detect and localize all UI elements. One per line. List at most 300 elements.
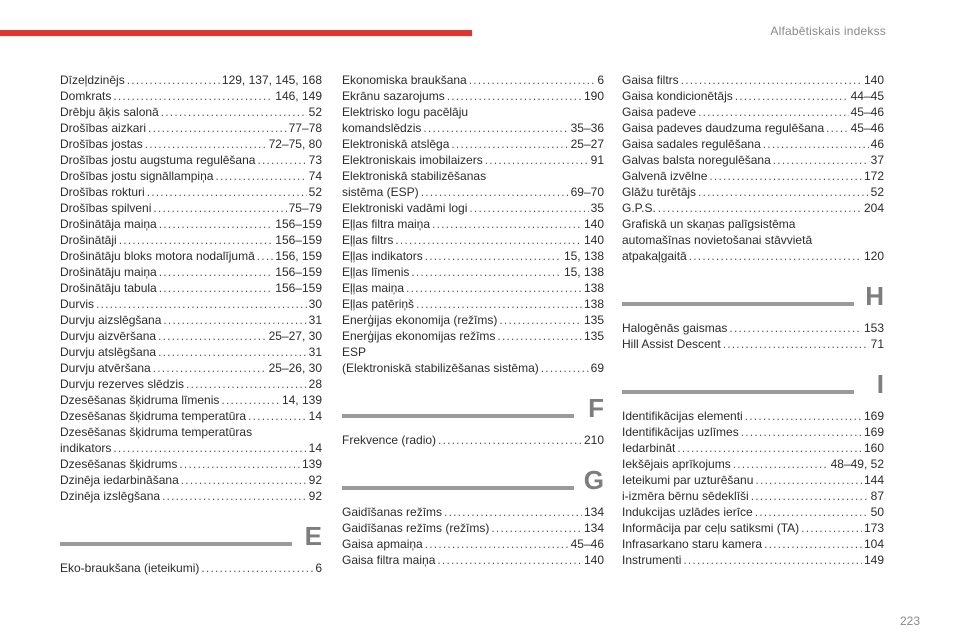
index-entry-term: Gaisa apmaiņa — [342, 537, 423, 551]
index-entry-pages: 69 — [590, 361, 604, 375]
index-entry-pages: 135 — [583, 313, 604, 327]
index-entry[interactable] — [342, 72, 604, 88]
index-entry-term: Drošības jostu augstuma regulēšana — [60, 153, 256, 167]
index-entry-term: Galvas balsta noregulēšana — [622, 153, 771, 167]
index-entry-line — [622, 88, 884, 104]
index-entry[interactable] — [60, 560, 322, 576]
index-entry-term: Elektroniski vadāmi logi — [342, 201, 468, 215]
index-entry-term: Durvis — [60, 297, 95, 311]
dot-leader — [451, 136, 568, 152]
index-entry-pages: 140 — [863, 73, 884, 87]
index-entry-pages: 45–46 — [850, 105, 884, 119]
index-entry-line — [60, 120, 322, 136]
index-entry-pages: 14 — [308, 409, 322, 423]
index-entry-pages: 190 — [583, 89, 604, 103]
index-entry[interactable] — [342, 280, 604, 296]
dot-leader — [741, 424, 862, 440]
index-entry[interactable] — [60, 200, 322, 216]
index-entry-line — [342, 168, 604, 184]
dot-leader — [221, 392, 280, 408]
index-entry-line — [60, 136, 322, 152]
index-entry[interactable] — [60, 184, 322, 200]
index-entry[interactable] — [60, 376, 322, 392]
index-entry[interactable] — [60, 344, 322, 360]
index-entry-pages: 92 — [308, 489, 322, 503]
index-entry-term: Drošinātāju maiņa — [60, 265, 157, 279]
index-entry-term: Iekšējais aprīkojums — [622, 457, 731, 471]
index-entry-line — [342, 536, 604, 552]
index-entry-term: Eļļas maiņa — [342, 281, 405, 295]
dot-leader — [755, 472, 862, 488]
index-entry-pages: 172 — [863, 169, 884, 183]
index-entry-line — [60, 296, 322, 312]
index-entry[interactable] — [622, 168, 884, 184]
index-entry-term: Hill Assist Descent — [622, 337, 721, 351]
index-entry-line — [342, 264, 604, 280]
index-entry-term: G.P.S. — [622, 201, 656, 215]
index-entry-line — [622, 472, 884, 488]
index-entry-pages: 140 — [583, 233, 604, 247]
index-entry-pages: 169 — [863, 425, 884, 439]
header-accent-bar — [0, 30, 472, 36]
index-entry-pages: 52 — [870, 185, 884, 199]
index-entry-term: Drošinātāju bloks motora nodalījumā — [60, 249, 255, 263]
index-entry[interactable] — [342, 88, 604, 104]
index-entry-term: Drēbju āķis salonā — [60, 105, 159, 119]
index-entry-term: komandslēdzis — [342, 121, 422, 135]
index-entry-term: Elektroniskais imobilaizers — [342, 153, 483, 167]
index-entry-term: Eļļas indikators — [342, 249, 423, 263]
index-entry-line — [60, 232, 322, 248]
index-entry[interactable] — [622, 136, 884, 152]
index-entry-term: Identifikācijas elementi — [622, 409, 743, 423]
index-entry-line — [622, 520, 884, 536]
dot-leader — [485, 152, 589, 168]
index-entry-line — [622, 120, 884, 136]
section-letter: H — [865, 281, 884, 311]
index-entry-term: Ekonomiska braukšana — [342, 73, 467, 87]
index-entry-pages: 129, 137, 145, 168 — [221, 73, 322, 87]
dot-leader — [148, 120, 287, 136]
index-entry-line — [622, 200, 884, 216]
index-entry-term: Dzesēšanas šķidrums — [60, 457, 178, 471]
index-entry-term: Eļļas filtrs — [342, 233, 394, 247]
index-entry-line — [342, 280, 604, 296]
dot-leader — [745, 408, 862, 424]
index-entry[interactable] — [622, 200, 884, 216]
index-entry-pages: 30 — [308, 297, 322, 311]
index-entry-line — [342, 120, 604, 136]
dot-leader — [147, 184, 307, 200]
index-entry-pages: 6 — [315, 561, 322, 575]
index-entry-line — [622, 408, 884, 424]
section-letter: I — [876, 369, 884, 399]
index-entry-term: Durvju atslēgšana — [60, 345, 157, 359]
index-entry[interactable] — [60, 312, 322, 328]
index-entry-pages: 74 — [308, 169, 322, 183]
index-entry-line — [60, 104, 322, 120]
index-entry-line — [60, 328, 322, 344]
index-entry-pages: 52 — [308, 105, 322, 119]
index-entry-term: Drošības jostas — [60, 137, 143, 151]
index-entry-pages: 50 — [870, 505, 884, 519]
section-divider — [60, 542, 292, 546]
index-entry-pages: 140 — [583, 217, 604, 231]
index-entry-line — [60, 360, 322, 376]
index-entry[interactable] — [60, 120, 322, 136]
dot-leader — [541, 360, 589, 376]
index-entry[interactable] — [342, 536, 604, 552]
index-entry[interactable] — [622, 152, 884, 168]
index-entry-term: Halogēnās gaismas — [622, 321, 728, 335]
index-entry-term: (Elektroniskā stabilizēšanas sistēma) — [342, 361, 539, 375]
index-entry-line — [342, 88, 604, 104]
index-entry[interactable] — [342, 168, 604, 200]
index-entry-term: atpakaļgaitā — [622, 249, 687, 263]
index-entry-pages: 71 — [870, 337, 884, 351]
index-entry-term: Gaidīšanas režīms — [342, 505, 443, 519]
index-entry-pages: 139 — [301, 457, 322, 471]
index-entry-pages: 169 — [863, 409, 884, 423]
index-entry-line — [60, 392, 322, 408]
dot-leader — [437, 552, 582, 568]
index-entry-term: Drošinātāja maiņa — [60, 217, 157, 231]
index-entry-term: Drošības spilveni — [60, 201, 152, 215]
index-entry[interactable] — [60, 216, 322, 232]
dot-leader — [773, 152, 869, 168]
index-entry-term: Gaisa filtrs — [622, 73, 679, 87]
index-entry[interactable] — [60, 408, 322, 424]
section-divider — [622, 390, 854, 394]
index-entry[interactable] — [60, 248, 322, 264]
dot-leader — [689, 248, 862, 264]
dot-leader — [127, 72, 220, 88]
index-entry-line — [342, 104, 604, 120]
index-entry[interactable] — [622, 504, 884, 520]
index-entry-line — [60, 488, 322, 504]
section-header — [622, 366, 884, 404]
index-entry-term: Drošinātāju tabula — [60, 281, 157, 295]
index-entry-term: Eļļas filtra maiņa — [342, 217, 431, 231]
index-entry-pages: 15, 138 — [563, 265, 604, 279]
index-entry[interactable] — [622, 552, 884, 568]
index-entry-line — [60, 72, 322, 88]
index-entry[interactable] — [342, 216, 604, 232]
index-entry-line — [342, 504, 604, 520]
dot-leader — [764, 536, 862, 552]
index-entry[interactable] — [60, 392, 322, 408]
dot-leader — [447, 88, 582, 104]
index-entry[interactable] — [60, 136, 322, 152]
index-entry-line — [622, 232, 884, 248]
index-entry-pages: 48–49, 52 — [830, 457, 884, 471]
index-entry-pages: 52 — [308, 185, 322, 199]
index-entry[interactable] — [342, 312, 604, 328]
index-entry[interactable] — [622, 88, 884, 104]
index-entry-term: Drošības rokturi — [60, 185, 145, 199]
index-entry[interactable] — [342, 136, 604, 152]
index-entry[interactable] — [60, 72, 322, 88]
index-entry[interactable] — [342, 552, 604, 568]
index-entry-pages: 15, 138 — [563, 249, 604, 263]
index-entry-term: Gaisa sadales regulēšana — [622, 137, 761, 151]
index-entry-line — [60, 152, 322, 168]
index-entry[interactable] — [60, 280, 322, 296]
dot-leader — [153, 200, 286, 216]
index-entry-line — [342, 328, 604, 344]
dot-leader — [159, 264, 274, 280]
dot-leader — [763, 136, 869, 152]
dot-leader — [248, 408, 307, 424]
index-entry-line — [622, 152, 884, 168]
index-entry-pages: 75–79 — [288, 201, 322, 215]
dot-leader — [751, 488, 869, 504]
index-entry-line — [342, 72, 604, 88]
index-entry-line — [60, 424, 322, 440]
index-entry[interactable] — [60, 488, 322, 504]
index-entry-line — [60, 456, 322, 472]
index-entry-pages: 92 — [308, 473, 322, 487]
index-entry[interactable] — [342, 264, 604, 280]
index-entry-pages: 146, 149 — [275, 89, 322, 103]
index-entry-pages: 77–78 — [288, 121, 322, 135]
dot-leader — [421, 184, 569, 200]
index-entry-term: Durvju aizslēgšana — [60, 313, 162, 327]
index-entry-pages: 6 — [597, 73, 604, 87]
index-entry-line — [622, 536, 884, 552]
dot-leader — [215, 168, 306, 184]
index-entry-pages: 45–46 — [570, 537, 604, 551]
index-entry[interactable] — [622, 520, 884, 536]
index-entry[interactable] — [342, 296, 604, 312]
section-divider — [342, 486, 574, 490]
dot-leader — [395, 232, 582, 248]
index-entry[interactable] — [342, 152, 604, 168]
index-entry-term: Dzinēja iedarbināšana — [60, 473, 179, 487]
index-entry-term: Dzinēja izslēgšana — [60, 489, 161, 503]
dot-leader — [723, 336, 869, 352]
index-entry-pages: 28 — [308, 377, 322, 391]
dot-leader — [161, 104, 307, 120]
dot-leader — [425, 536, 569, 552]
index-entry-pages: 153 — [863, 321, 884, 335]
index-entry[interactable] — [60, 296, 322, 312]
index-entry-line — [622, 104, 884, 120]
index-entry-line — [622, 72, 884, 88]
index-entry[interactable] — [622, 472, 884, 488]
index-entry-pages: 25–27, 30 — [268, 329, 322, 343]
index-entry-term: Drošinātāji — [60, 233, 117, 247]
index-entry[interactable] — [622, 440, 884, 456]
dot-leader — [257, 152, 306, 168]
dot-leader — [411, 264, 562, 280]
index-entry-line — [342, 232, 604, 248]
index-entry-pages: 35–36 — [570, 121, 604, 135]
page-header-title: Alfabētiskais indekss — [770, 24, 886, 38]
index-column-1 — [60, 72, 322, 576]
dot-leader — [186, 376, 307, 392]
dot-leader — [826, 120, 848, 136]
index-entry-pages: 135 — [583, 329, 604, 343]
index-entry-pages: 173 — [863, 521, 884, 535]
index-entry[interactable] — [622, 72, 884, 88]
dot-leader — [145, 136, 267, 152]
index-entry[interactable] — [342, 248, 604, 264]
index-entry-pages: 156–159 — [275, 281, 322, 295]
dot-leader — [179, 456, 300, 472]
index-entry-pages: 44–45 — [850, 89, 884, 103]
dot-leader — [733, 456, 829, 472]
index-entry-line — [622, 320, 884, 336]
index-entry-term: Frekvence (radio) — [342, 433, 437, 447]
index-entry[interactable] — [60, 264, 322, 280]
index-entry-line — [60, 184, 322, 200]
dot-leader — [499, 312, 582, 328]
index-entry-term: Dzesēšanas šķidruma līmenis — [60, 393, 220, 407]
index-entry[interactable] — [622, 488, 884, 504]
index-entry-pages: 140 — [583, 553, 604, 567]
dot-leader — [698, 184, 869, 200]
index-entry-term: Dīzeļdzinējs — [60, 73, 125, 87]
index-entry[interactable] — [60, 424, 322, 456]
index-entry-pages: 91 — [590, 153, 604, 167]
index-entry[interactable] — [622, 216, 884, 264]
index-entry-term: Gaisa kondicionētājs — [622, 89, 733, 103]
index-entry[interactable] — [60, 104, 322, 120]
index-entry[interactable] — [622, 336, 884, 352]
index-entry-term: Eļļas patēriņš — [342, 297, 415, 311]
index-entry-pages: 73 — [308, 153, 322, 167]
dot-leader — [416, 296, 582, 312]
index-entry[interactable] — [60, 328, 322, 344]
index-entry-term: Eko-braukšana (ieteikumi) — [60, 561, 200, 575]
index-entry[interactable] — [342, 520, 604, 536]
dot-leader — [201, 560, 313, 576]
dot-leader — [491, 520, 582, 536]
index-entry[interactable] — [342, 432, 604, 448]
index-entry-line — [60, 264, 322, 280]
dot-leader — [162, 488, 307, 504]
index-entry-term: automašīnas novietošanai stāvvietā — [622, 233, 813, 247]
index-entry[interactable] — [622, 184, 884, 200]
index-entry-pages: 156–159 — [275, 265, 322, 279]
index-entry-term: Ekrānu sazarojums — [342, 89, 445, 103]
index-entry-pages: 31 — [308, 313, 322, 327]
index-entry-term: Eļļas līmenis — [342, 265, 410, 279]
index-entry-line — [60, 88, 322, 104]
section-divider — [342, 414, 574, 418]
index-entry-term: Domkrats — [60, 89, 112, 103]
index-entry-line — [342, 200, 604, 216]
index-entry-term: Durvju atvēršana — [60, 361, 151, 375]
index-entry-line — [622, 504, 884, 520]
dot-leader — [469, 200, 588, 216]
index-entry-pages: 25–27 — [570, 137, 604, 151]
section-header — [342, 462, 604, 500]
index-entry[interactable] — [622, 456, 884, 472]
index-entry-pages: 14 — [308, 441, 322, 455]
dot-leader — [113, 440, 306, 456]
index-entry[interactable] — [60, 232, 322, 248]
dot-leader — [444, 504, 582, 520]
index-entry-line — [342, 216, 604, 232]
dot-leader — [469, 72, 596, 88]
index-entry-pages: 138 — [583, 281, 604, 295]
index-entry-pages: 25–26, 30 — [268, 361, 322, 375]
index-entry-line — [622, 336, 884, 352]
index-entry-pages: 46 — [870, 137, 884, 151]
dot-leader — [698, 104, 849, 120]
index-entry-term: Drošības jostu signāllampiņa — [60, 169, 214, 183]
index-entry-pages: 87 — [870, 489, 884, 503]
index-entry-term: Glāžu turētājs — [622, 185, 697, 199]
index-entry[interactable] — [60, 168, 322, 184]
index-entry[interactable] — [342, 504, 604, 520]
index-entry-pages: 37 — [870, 153, 884, 167]
index-entry-pages: 35 — [590, 201, 604, 215]
index-entry[interactable] — [342, 200, 604, 216]
dot-leader — [153, 360, 267, 376]
index-entry-line — [60, 312, 322, 328]
index-entry-line — [342, 136, 604, 152]
index-entry[interactable] — [622, 320, 884, 336]
index-entry-term: Elektrisko logu pacēlāju — [342, 105, 469, 119]
dot-leader — [438, 432, 582, 448]
index-entry[interactable] — [342, 344, 604, 376]
index-entry-pages: 138 — [583, 297, 604, 311]
index-entry-term: Drošības aizkari — [60, 121, 147, 135]
dot-leader — [113, 88, 273, 104]
index-entry[interactable] — [60, 88, 322, 104]
index-entry-pages: 204 — [863, 201, 884, 215]
index-entry[interactable] — [342, 328, 604, 344]
index-entry[interactable] — [60, 152, 322, 168]
dot-leader — [119, 232, 274, 248]
index-entry[interactable] — [622, 408, 884, 424]
index-entry-pages: 144 — [863, 473, 884, 487]
index-entry[interactable] — [622, 424, 884, 440]
index-entry[interactable] — [342, 104, 604, 136]
index-entry-pages: 69–70 — [570, 185, 604, 199]
section-header — [622, 278, 884, 316]
index-entry[interactable] — [342, 232, 604, 248]
dot-leader — [158, 344, 307, 360]
dot-leader — [159, 280, 274, 296]
index-entry-term: Identifikācijas uzlīmes — [622, 425, 739, 439]
dot-leader — [497, 328, 582, 344]
index-entry-line — [342, 520, 604, 536]
index-entry-line — [342, 432, 604, 448]
dot-leader — [423, 120, 568, 136]
index-entry-pages: 156, 159 — [275, 249, 322, 263]
index-entry[interactable] — [622, 104, 884, 120]
index-entry-term: Dzesēšanas šķidruma temperatūra — [60, 409, 247, 423]
index-entry-term: Grafiskā un skaņas palīgsistēma — [622, 217, 796, 231]
index-entry[interactable] — [60, 456, 322, 472]
index-entry-line — [342, 184, 604, 200]
index-entry[interactable] — [60, 360, 322, 376]
index-entry-line — [342, 312, 604, 328]
index-entry[interactable] — [60, 472, 322, 488]
index-entry-line — [622, 136, 884, 152]
section-header — [342, 390, 604, 428]
index-entry-term: Enerģijas ekonomija (režīms) — [342, 313, 498, 327]
index-entry[interactable] — [622, 536, 884, 552]
index-entry-line — [622, 216, 884, 232]
index-entry[interactable] — [622, 120, 884, 136]
index-entry-term: Enerģijas ekonomijas režīms — [342, 329, 496, 343]
index-entry-term: indikators — [60, 441, 112, 455]
